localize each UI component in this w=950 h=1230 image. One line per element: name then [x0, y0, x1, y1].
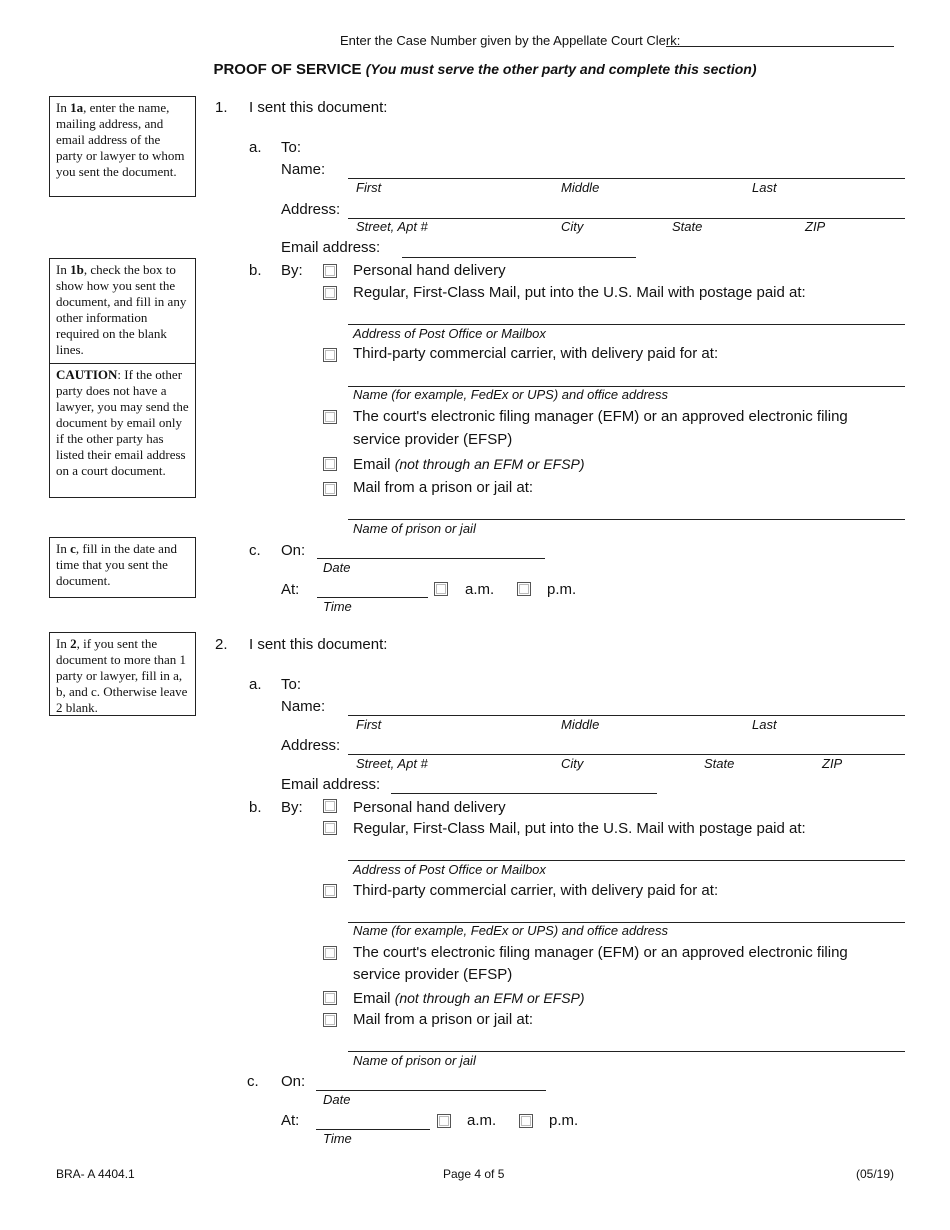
name-field[interactable] — [348, 715, 905, 716]
email-checkbox[interactable] — [323, 991, 337, 1005]
time-caption: Time — [323, 599, 352, 614]
page-number: Page 4 of 5 — [443, 1167, 505, 1181]
pm-label: p.m. — [547, 581, 577, 598]
on-label: On: — [281, 1073, 306, 1090]
zip-caption: ZIP — [805, 219, 826, 234]
street-caption: Street, Apt # — [356, 219, 428, 234]
email-label: Email address: — [281, 776, 381, 793]
hand-delivery-checkbox[interactable] — [323, 799, 337, 813]
am-label: a.m. — [467, 1112, 497, 1129]
email-option-label: Email (not through an EFM or EFSP) — [353, 456, 585, 473]
mail-address-field[interactable] — [348, 860, 905, 861]
am-label: a.m. — [465, 581, 495, 598]
address-label: Address: — [281, 201, 341, 218]
first-caption: First — [356, 180, 382, 195]
carrier-caption: Name (for example, FedEx or UPS) and office address — [353, 923, 669, 938]
revision-date: (05/19) — [856, 1167, 895, 1181]
first-class-mail-label: Regular, First-Class Mail, put into the U.S. Mail with postage paid at: — [353, 284, 806, 301]
at-label: At: — [281, 1112, 300, 1129]
email-field[interactable] — [391, 793, 657, 794]
carrier-label: Third-party commercial carrier, with delivery paid for at: — [353, 882, 719, 899]
address-field[interactable] — [348, 754, 905, 755]
by-label: By: — [281, 799, 303, 816]
prison-mail-label: Mail from a prison or jail at: — [353, 1011, 534, 1028]
first-caption: First — [356, 717, 382, 732]
first-class-mail-checkbox[interactable] — [323, 821, 337, 835]
prison-field[interactable] — [348, 1051, 905, 1052]
section-number: 1. — [215, 99, 228, 116]
time-field[interactable] — [316, 1129, 430, 1130]
carrier-checkbox[interactable] — [323, 884, 337, 898]
hand-delivery-label: Personal hand delivery — [353, 799, 506, 816]
to-label: To: — [281, 676, 302, 693]
date-caption: Date — [323, 1092, 351, 1107]
prison-mail-checkbox[interactable] — [323, 1013, 337, 1027]
am-checkbox[interactable] — [437, 1114, 451, 1128]
pm-checkbox[interactable] — [519, 1114, 533, 1128]
email-label: Email address: — [281, 239, 381, 256]
middle-caption: Middle — [561, 180, 600, 195]
hand-delivery-label: Personal hand delivery — [353, 262, 506, 279]
name-label: Name: — [281, 698, 326, 715]
last-caption: Last — [752, 180, 777, 195]
street-caption: Street, Apt # — [356, 756, 428, 771]
carrier-caption: Name (for example, FedEx or UPS) and office address — [353, 387, 669, 402]
section-heading: I sent this document: — [249, 636, 388, 653]
note-1c: In c, fill in the date and time that you sent the document. — [49, 537, 196, 598]
note-1a: In 1a, enter the name, mailing address, and email address of the party or lawyer to whom you sent the document. — [49, 96, 196, 197]
by-label: By: — [281, 262, 303, 279]
efm-label-line2: service provider (EFSP) — [353, 966, 513, 983]
title-note: (You must serve the other party and complete this section) — [365, 61, 757, 77]
item-a-label: a. — [249, 139, 262, 156]
middle-caption: Middle — [561, 717, 600, 732]
date-field[interactable] — [316, 1090, 546, 1091]
item-c-label: c. — [249, 542, 261, 559]
first-class-mail-label: Regular, First-Class Mail, put into the U.S. Mail with postage paid at: — [353, 820, 806, 837]
efm-label-line2: service provider (EFSP) — [353, 431, 513, 448]
efm-label-line1: The court's electronic filing manager (EFM) or an approved electronic filing — [353, 944, 848, 961]
prison-caption: Name of prison or jail — [353, 1053, 476, 1068]
on-label: On: — [281, 542, 306, 559]
prison-caption: Name of prison or jail — [353, 521, 476, 536]
note-1b: In 1b, check the box to show how you sent the document, and fill in any other information required on the blank lines. — [49, 258, 196, 364]
at-label: At: — [281, 581, 300, 598]
item-b-label: b. — [249, 799, 262, 816]
mail-address-caption: Address of Post Office or Mailbox — [353, 862, 546, 877]
carrier-label: Third-party commercial carrier, with delivery paid for at: — [353, 345, 719, 362]
pm-label: p.m. — [549, 1112, 579, 1129]
section-heading: I sent this document: — [249, 99, 388, 116]
city-caption: City — [561, 219, 584, 234]
to-label: To: — [281, 139, 302, 156]
state-caption: State — [672, 219, 703, 234]
item-b-label: b. — [249, 262, 262, 279]
time-caption: Time — [323, 1131, 352, 1146]
prison-mail-label: Mail from a prison or jail at: — [353, 479, 534, 496]
title-text: PROOF OF SERVICE — [213, 61, 362, 78]
item-c-label: c. — [247, 1073, 259, 1090]
note-2: In 2, if you sent the document to more than 1 party or lawyer, fill in a, b, and c. Otherwise leave 2 blank. — [49, 632, 196, 716]
section-number: 2. — [215, 636, 228, 653]
item-a-label: a. — [249, 676, 262, 693]
efm-label-line1: The court's electronic filing manager (EFM) or an approved electronic filing — [353, 408, 848, 425]
efm-checkbox[interactable] — [323, 946, 337, 960]
city-caption: City — [561, 756, 584, 771]
date-caption: Date — [323, 560, 351, 575]
mail-address-caption: Address of Post Office or Mailbox — [353, 326, 546, 341]
last-caption: Last — [752, 717, 777, 732]
zip-caption: ZIP — [822, 756, 843, 771]
form-id: BRA- A 4404.1 — [56, 1167, 135, 1181]
note-caution: CAUTION: If the other party does not have a lawyer, you may send the document by email only if the other party has listed their email address on a court document. — [49, 363, 196, 498]
case-number-label: Enter the Case Number given by the Appellate Court Clerk: — [340, 33, 681, 48]
name-label: Name: — [281, 161, 326, 178]
state-caption: State — [704, 756, 735, 771]
address-label: Address: — [281, 737, 341, 754]
email-option-label: Email (not through an EFM or EFSP) — [353, 990, 585, 1007]
